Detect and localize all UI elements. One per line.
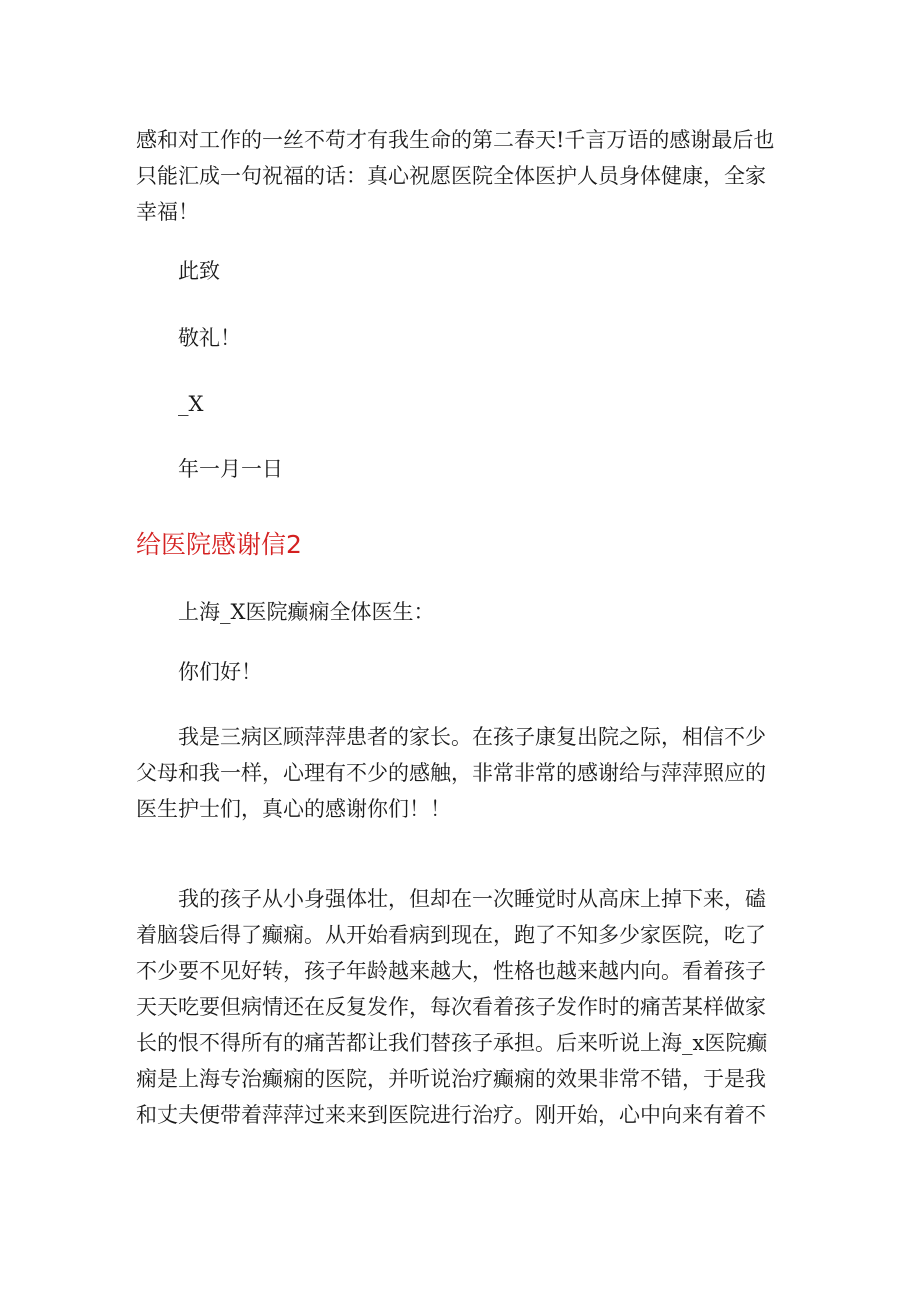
text-line: 我的孩子从小身强体壮，但却在一次睡觉时从高床上掉下来，磕: [178, 887, 766, 911]
closing-date: 年一月一日: [178, 457, 283, 481]
letter-greeting: 你们好！: [178, 660, 262, 684]
closing-regards: 敬礼！: [178, 326, 241, 350]
text-line: 痫是上海专治癫痫的医院，并听说治疗癫痫的效果非常不错，于是我: [136, 1067, 766, 1091]
text-line: 父母和我一样，心理有不少的感触，非常非常的感谢给与萍萍照应的: [136, 761, 766, 785]
closing-signature: _X: [178, 392, 204, 416]
text-line: 我是三病区顾萍萍患者的家长。在孩子康复出院之际，相信不少: [178, 725, 766, 749]
closing-salutation: 此致: [178, 259, 220, 283]
letter-paragraph-2: [136, 881, 796, 1133]
continuation-paragraph: [136, 122, 796, 230]
text-line: 着脑袋后得了癫痫。从开始看病到现在，跑了不知多少家医院，吃了: [136, 923, 766, 947]
text-line: 感和对工作的一丝不苟才有我生命的第二春天!千言万语的感谢最后也: [136, 128, 775, 152]
text-line: 长的恨不得所有的痛苦都让我们替孩子承担。后来听说上海_x医院癫: [136, 1031, 768, 1055]
letter-addressee: 上海_X医院癫痫全体医生：: [178, 600, 435, 624]
text-line: 医生护士们，真心的感谢你们！！: [136, 797, 451, 821]
text-line: 不少要不见好转，孩子年龄越来越大，性格也越来越内向。看着孩子: [136, 959, 766, 983]
text-line: 和丈夫便带着萍萍过来来到医院进行治疗。刚开始，心中向来有着不: [136, 1103, 766, 1127]
text-line: 只能汇成一句祝福的话：真心祝愿医院全体医护人员身体健康，全家: [136, 164, 766, 188]
letter-paragraph-1: [136, 719, 796, 827]
section-heading: 给医院感谢信2: [136, 530, 302, 559]
text-line: 幸福！: [136, 200, 199, 224]
text-line: 天天吃要但病情还在反复发作，每次看着孩子发作时的痛苦某样做家: [136, 995, 766, 1019]
